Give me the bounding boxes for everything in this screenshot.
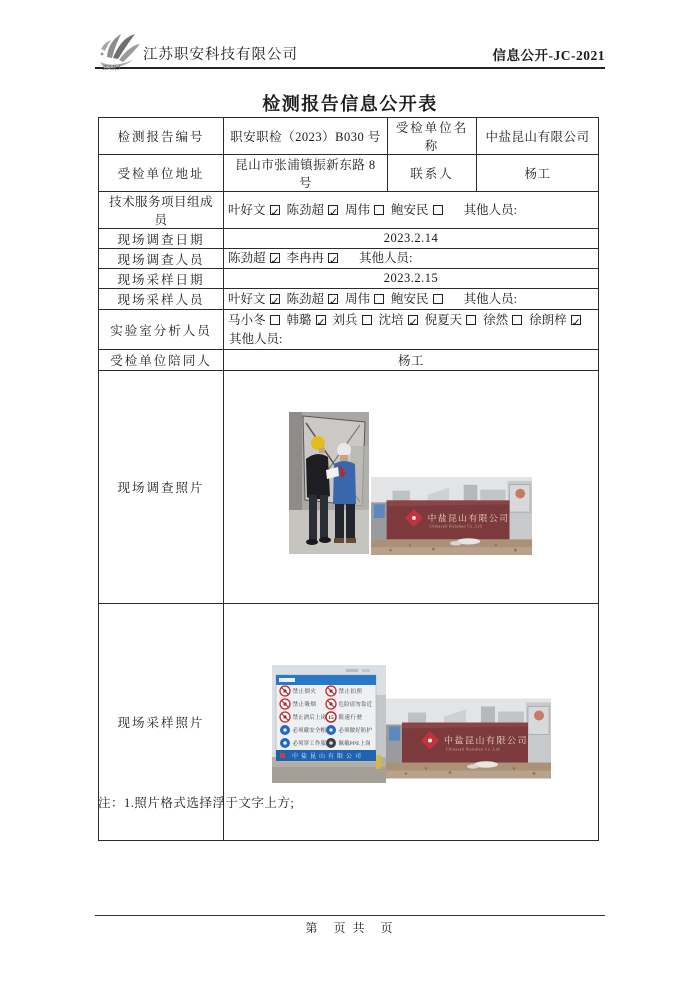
client-address-label: 受检单位地址 xyxy=(99,155,224,192)
page-title: 检测报告信息公开表 xyxy=(262,94,438,114)
company-name: 江苏职安科技有限公司 xyxy=(143,47,298,63)
member-name: 李冉冉 xyxy=(286,251,325,265)
survey-staff-label: 现场调查人员 xyxy=(99,249,224,269)
member-name: 鲍安民 xyxy=(391,202,429,217)
survey-photo-area xyxy=(224,371,598,603)
table-row-lab-staff xyxy=(99,310,599,350)
footnote: 注：1.照片格式选择浮于文字上方; xyxy=(98,796,295,810)
escort-label: 受检单位陪同人 xyxy=(99,350,224,371)
member-name: 陈劲超 xyxy=(286,202,325,217)
checkbox-unchecked-icon xyxy=(362,315,372,325)
safety-item: 限速行驶 xyxy=(338,715,363,721)
member-name: 周伟 xyxy=(345,291,371,306)
other-personnel-label: 其他人员: xyxy=(229,331,283,346)
checkbox-checked-icon xyxy=(328,253,338,263)
table-row-survey-date xyxy=(99,229,599,249)
header-left xyxy=(95,29,298,71)
member-name: 刘兵 xyxy=(332,312,358,327)
sampling-staff-label: 现场采样人员 xyxy=(99,289,224,310)
survey-photo-gate xyxy=(370,477,533,555)
survey-photos-label: 现场调查照片 xyxy=(99,371,224,604)
member-name: 倪夏天 xyxy=(424,312,463,327)
gate-sign-en: Chinasalt Kunshan Co.,Ltd xyxy=(429,524,482,529)
checkbox-unchecked-icon xyxy=(433,294,443,304)
sampling-photos-label: 现场采样照片 xyxy=(99,604,224,841)
safety-board-footer: 中盐昆山有限公司 xyxy=(291,754,365,761)
checkbox-unchecked-icon xyxy=(433,205,443,215)
safety-item: 必须做好防护 xyxy=(338,728,373,734)
table-row-sampling-date xyxy=(99,269,599,289)
checkbox-unchecked-icon xyxy=(270,315,280,325)
checkbox-checked-icon xyxy=(270,294,280,304)
survey-staff-members xyxy=(224,249,599,269)
other-personnel-label: 其他人员: xyxy=(359,251,413,265)
checkbox-unchecked-icon xyxy=(374,205,384,215)
member-name: 沈培 xyxy=(378,312,404,327)
member-name: 马小冬 xyxy=(228,312,266,327)
checkbox-checked-icon xyxy=(270,205,280,215)
table-row-address xyxy=(99,155,599,192)
escort-value: 杨工 xyxy=(224,350,599,371)
table-row-survey-photos xyxy=(99,371,599,604)
sampling-staff-members xyxy=(224,289,599,310)
contact-value: 杨工 xyxy=(477,155,599,192)
other-personnel-label: 其他人员: xyxy=(463,202,518,217)
member-name: 徐然 xyxy=(483,312,509,327)
member-name: 叶好文 xyxy=(228,202,266,217)
sampling-date-label: 现场采样日期 xyxy=(99,269,224,289)
survey-photos-cell xyxy=(224,371,599,604)
safety-item: 危险请勿靠近 xyxy=(338,702,373,708)
page-number-text: 第 页 共 页 xyxy=(305,921,395,935)
blue-sign xyxy=(374,504,385,518)
report-no-value: 职安职检（2023）B030 号 xyxy=(224,118,388,155)
doc-code: 信息公开-JC-2021 xyxy=(492,48,605,63)
checkbox-checked-icon xyxy=(328,205,338,215)
member-name: 周伟 xyxy=(345,202,371,217)
checkbox-checked-icon xyxy=(571,315,581,325)
checkbox-checked-icon xyxy=(328,294,338,304)
gate-wall xyxy=(387,500,510,539)
checkbox-checked-icon xyxy=(316,315,326,325)
member-name: 韩璐 xyxy=(286,312,312,327)
member-name: 陈劲超 xyxy=(228,251,266,265)
sampling-date-value: 2023.2.15 xyxy=(224,269,599,289)
survey-photo-workers xyxy=(289,412,369,554)
lab-staff-label: 实验室分析人员 xyxy=(99,310,224,350)
company-logo-icon xyxy=(95,29,143,71)
yellow-bollard xyxy=(376,755,381,769)
logo-text: ZAKJ xyxy=(103,64,121,71)
safety-item: 禁止酒后上岗 xyxy=(292,715,327,721)
footer-divider xyxy=(95,915,605,916)
checkbox-unchecked-icon xyxy=(466,315,476,325)
safety-item: 必须穿工作服 xyxy=(292,741,327,747)
report-no-label: 检测报告编号 xyxy=(99,118,224,155)
project-team-label: 技术服务项目组成员 xyxy=(99,192,224,229)
member-name: 徐朗梓 xyxy=(529,312,567,327)
table-row-sampling-staff xyxy=(99,289,599,310)
project-team-members xyxy=(224,192,599,229)
member-name: 鲍安民 xyxy=(391,291,429,306)
checkbox-unchecked-icon xyxy=(512,315,522,325)
lab-staff-members xyxy=(224,310,599,350)
survey-date-label: 现场调查日期 xyxy=(99,229,224,249)
safety-item: 佩戴PPE上岗 xyxy=(338,741,371,747)
sampling-photo-safety-board xyxy=(272,665,386,783)
table-row-escort xyxy=(99,350,599,371)
safety-board xyxy=(276,675,376,761)
client-name-value: 中盐昆山有限公司 xyxy=(477,118,599,155)
checkbox-checked-icon xyxy=(270,253,280,263)
client-name-label: 受检单位名称 xyxy=(388,118,477,155)
checkbox-checked-icon xyxy=(408,315,418,325)
other-personnel-label: 其他人员: xyxy=(463,291,518,306)
info-table xyxy=(98,117,599,841)
sampling-photo-gate xyxy=(386,697,551,780)
safety-item: 禁止烟火 xyxy=(292,689,317,695)
member-name: 叶好文 xyxy=(228,291,266,306)
table-row-project-team xyxy=(99,192,599,229)
table-row-report-no xyxy=(99,118,599,155)
speed-limit-value: 15 xyxy=(328,715,334,722)
contact-label: 联系人 xyxy=(388,155,477,192)
safety-item: 禁止拍照 xyxy=(338,689,363,695)
checkbox-unchecked-icon xyxy=(374,294,384,304)
safety-item: 禁止吸烟 xyxy=(292,702,317,708)
safety-item: 必须戴安全帽 xyxy=(292,728,327,734)
page-header xyxy=(95,26,605,69)
client-address-value: 昆山市张浦镇振新东路 8 号 xyxy=(224,155,388,192)
gate-sign-cn: 中盐昆山有限公司 xyxy=(427,512,510,523)
table-row-survey-staff xyxy=(99,249,599,269)
survey-date-value: 2023.2.14 xyxy=(224,229,599,249)
member-name: 陈劲超 xyxy=(286,291,325,306)
